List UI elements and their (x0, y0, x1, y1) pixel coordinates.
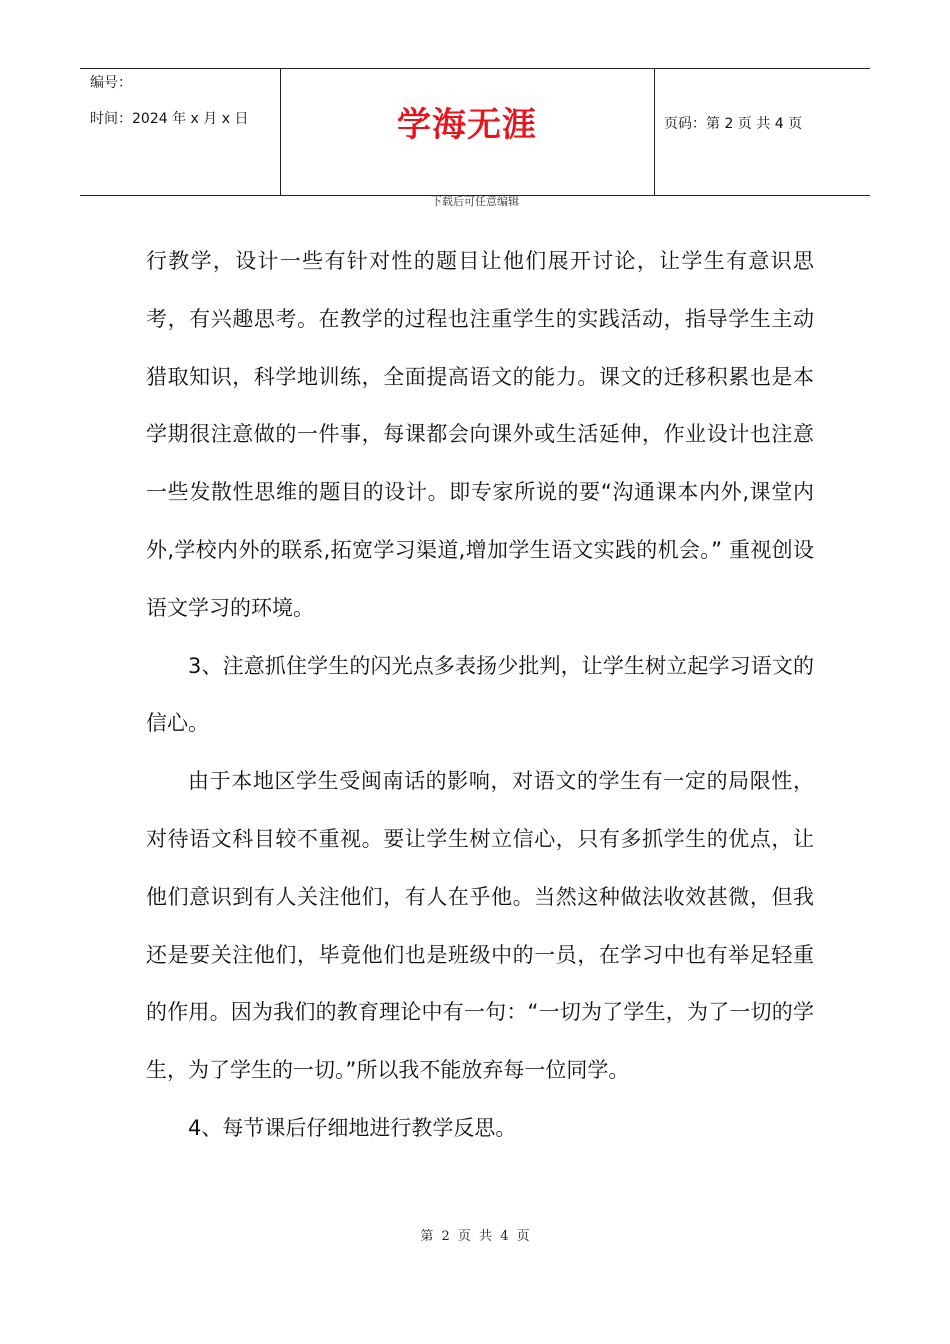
paragraph-point-4: 4、每节课后仔细地进行教学反思。 (188, 1115, 517, 1140)
document-body (146, 233, 814, 1158)
document-header (80, 68, 870, 196)
paragraph-point-3: 3、注意抓住学生的闪光点多表扬少批判，让学生树立起学习语文的信心。 (146, 653, 814, 736)
page-footer: 第 2 页 共 4 页 (420, 1229, 530, 1244)
paragraph-continued: 行教学，设计一些有针对性的题目让他们展开讨论，让学生有意识思考，有兴趣思考。在教学的过程也注重学生的实践活动，指导学生主动猎取知识，科学地训练，全面提高语文的能力。课文的迁移积累也是本学期很注意做的一件事，每课都会向课外或生活延伸，作业设计也注意一些发散性思维的题目的设计。即专家所说的要“沟通课本内外,课堂内外,学校内外的联系,拓宽学习渠道,增加学生语文实践的机会。” 重视创设语文学习的环境。 (146, 249, 814, 620)
header-divider-right (654, 69, 655, 195)
page-number-label: 页码：第 2 页 共 4 页 (664, 116, 803, 132)
editable-note: 下载后可任意编辑 (431, 195, 519, 208)
document-date-label: 时间：2024 年 x 月 x 日 (90, 111, 249, 127)
paragraph-dialect-influence: 由于本地区学生受闽南话的影响，对语文的学生有一定的局限性，对待语文科目较不重视。要让学生树立信心，只有多抓学生的优点，让他们意识到有人关注他们，有人在乎他。当然这种做法收效甚微，但我还是要关注他们，毕竟他们也是班级中的一员，在学习中也有举足轻重的作用。因为我们的教育理论中有一句：“一切为了学生，为了一切的学生，为了学生的一切。”所以我不能放弃每一位同学。 (146, 769, 814, 1083)
document-title: 学海无涯 (397, 105, 537, 145)
document-number-label: 编号： (90, 75, 132, 91)
